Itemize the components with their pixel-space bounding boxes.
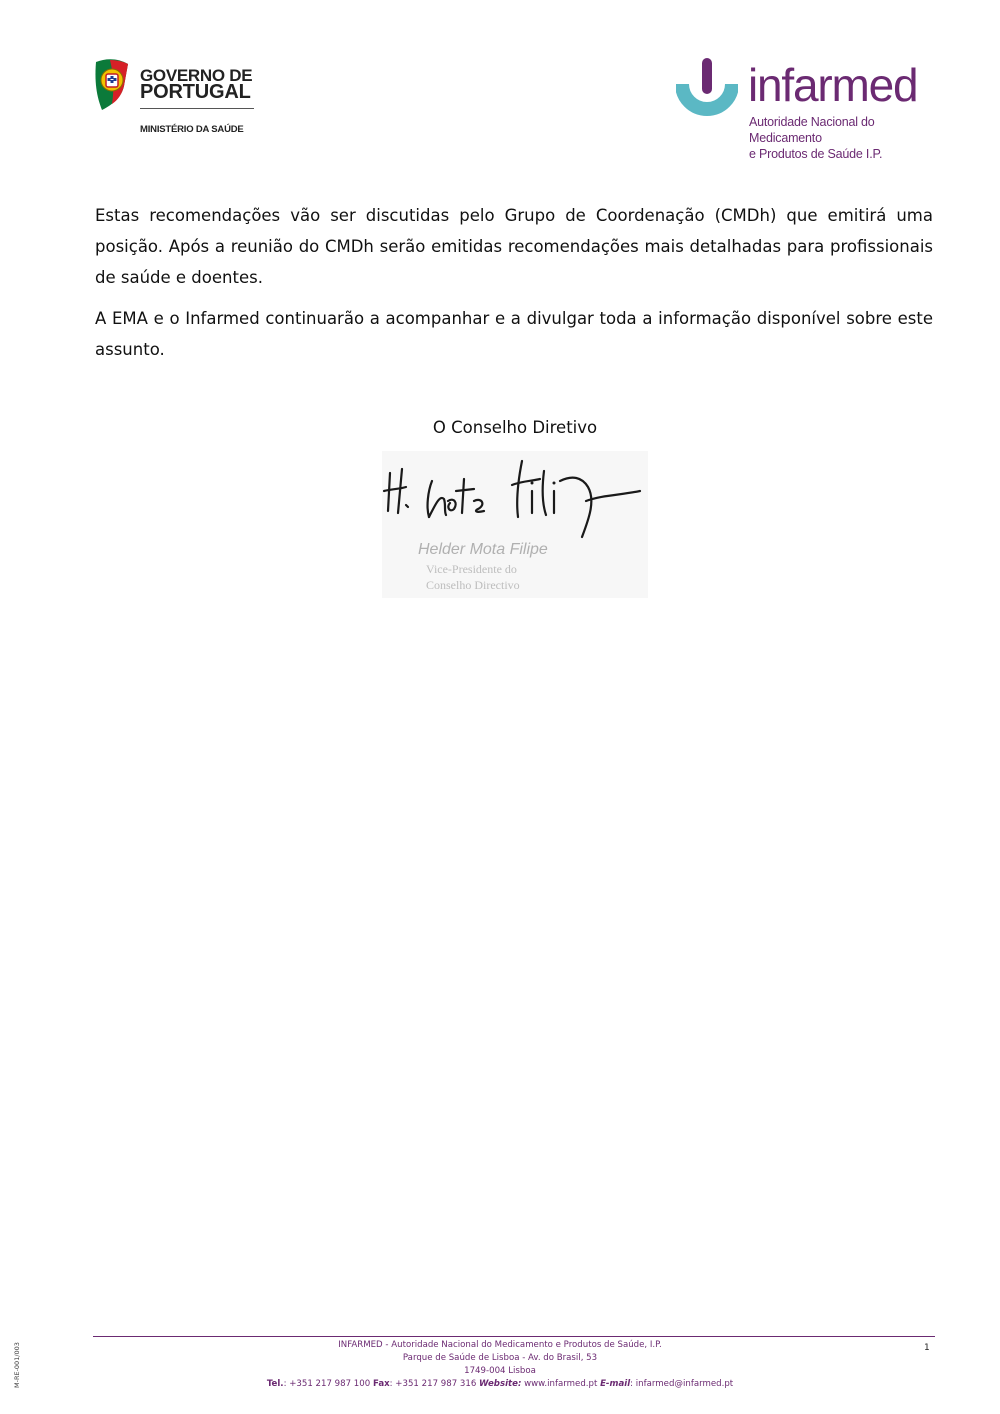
stamp-role-line2: Conselho Directivo <box>426 578 520 592</box>
signoff: O Conselho Diretivo <box>432 418 598 437</box>
gov-logo-line2: PORTUGAL <box>140 81 251 103</box>
signature-block <box>382 451 648 598</box>
email-label: E-mail <box>600 1379 631 1389</box>
gov-logo-rule <box>140 108 254 109</box>
stamp-role-line1: Vice-Presidente do <box>426 562 517 576</box>
infarmed-logo <box>676 56 936 161</box>
footer-rule <box>93 1336 935 1337</box>
body-paragraph-1: Estas recomendações vão ser discutidas pelo Grupo de Coordenação (CMDh) que emitirá uma posição. Após a reunião do CMDh serão emitidas recomendações mais detalhadas para profissionais de saúde e doentes. <box>95 206 933 287</box>
footer-line2: Parque de Saúde de Lisboa - Av. do Brasil, 53 <box>402 1353 598 1363</box>
tel-value: : +351 217 987 100 <box>283 1379 371 1389</box>
body-text <box>95 200 933 375</box>
infarmed-subtitle-line1: Autoridade Nacional do Medicamento <box>749 115 875 145</box>
body-paragraph-2: A EMA e o Infarmed continuarão a acompanhar e a divulgar toda a informação disponível sobre este assunto. <box>95 309 933 359</box>
governo-de-portugal-logo <box>92 56 262 140</box>
form-code: M-RE-001/003 <box>13 1342 21 1388</box>
footer-line1: INFARMED - Autoridade Nacional do Medicamento e Produtos de Saúde, I.P. <box>338 1340 662 1350</box>
stamp-name: Helder Mota Filipe <box>418 541 548 558</box>
footer-contact-line <box>93 1378 907 1391</box>
portugal-coat-of-arms-icon <box>92 56 132 112</box>
page-number: 1 <box>924 1343 930 1353</box>
website-label: Website: <box>479 1379 522 1389</box>
footer-line3: 1749-004 Lisboa <box>464 1366 536 1376</box>
email-value[interactable]: : infarmed@infarmed.pt <box>630 1379 734 1389</box>
fax-value: : +351 217 987 316 <box>389 1379 477 1389</box>
infarmed-wordmark: infarmed <box>748 59 918 111</box>
website-value[interactable]: www.infarmed.pt <box>521 1379 598 1389</box>
footer <box>93 1339 907 1391</box>
fax-label: Fax <box>372 1379 390 1389</box>
infarmed-mark-icon <box>676 56 738 122</box>
infarmed-subtitle <box>749 114 936 162</box>
tel-label: Tel. <box>266 1379 284 1389</box>
infarmed-subtitle-line2: e Produtos de Saúde I.P. <box>749 147 883 161</box>
gov-logo-line1: GOVERNO DE <box>140 66 253 85</box>
gov-logo-ministry: MINISTÉRIO DA SAÚDE <box>140 124 244 135</box>
